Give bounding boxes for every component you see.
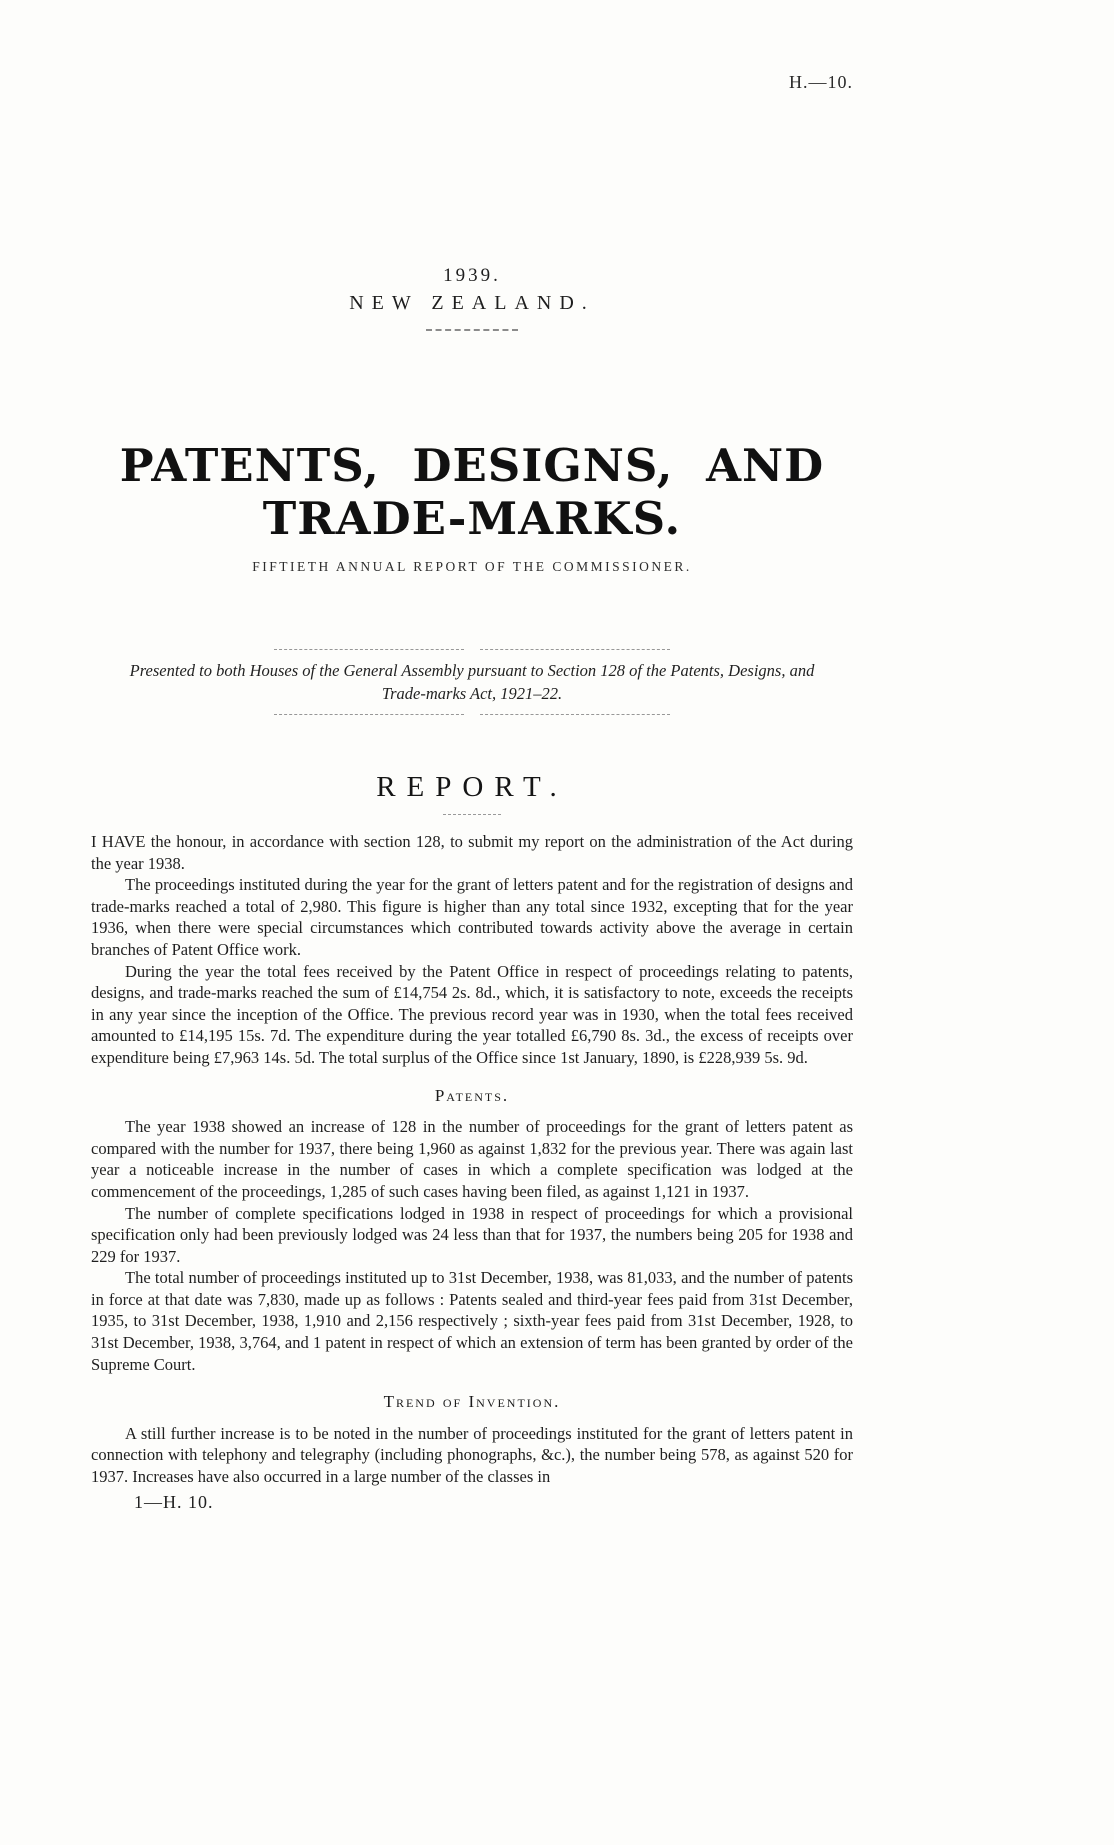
masthead: [91, 265, 853, 331]
report-paragraph: The proceedings instituted during the year for the grant of letters patent and for the registration of designs and trade-marks reached a total of 2,980. This figure is higher than any total since 1932, excepting that for the year 1936, when there were special circumstances which contributed towards activity above the average in certain branches of Patent Office work.: [91, 875, 853, 959]
section-paragraph: The number of complete specifications lodged in 1938 in respect of proceedings for which a provisional specification only had been previously lodged was 24 less than that for 1937, the numbers being 205 for 1938 and 229 for 1937.: [91, 1203, 853, 1266]
report-paragraph: During the year the total fees received by the Patent Office in respect of proceedings relating to patents, designs, and trade-marks reached the sum of £14,754 2s. 8d., which, it is satisfactory to note, exceeds the receipts in any year since the inception of the Office. The previous record year was in 1930, when the total fees received amounted to £14,195 15s. 7d. The expenditure during the year totalled £6,790 8s. 3d., the excess of receipts over expenditure being £7,963 14s. 5d. The total surplus of the Office since 1st January, 1890, is £228,939 5s. 9d.: [91, 961, 853, 1067]
document-subtitle: FIFTIETH ANNUAL REPORT OF THE COMMISSIONER.: [252, 559, 692, 574]
divider-rule-pair-bottom: [91, 714, 853, 715]
page-content: [91, 0, 853, 1488]
report-heading: REPORT.: [376, 771, 568, 803]
masthead-year: 1939.: [443, 265, 501, 286]
divider-rule-tiny: [443, 814, 501, 815]
divider-segment: [480, 649, 670, 650]
divider-segment: [274, 714, 464, 715]
section-paragraph: The year 1938 showed an increase of 128 in the number of proceedings for the grant of letters patent as compared with the number for 1937, there being 1,960 as against 1,832 for the previous year. There was again last year a noticeable increase in the number of cases in which a complete specification was lodged at the commencement of the proceedings, 1,285 of such cases having been filed, as against 1,121 in 1937.: [91, 1117, 853, 1201]
presented-statement: [91, 659, 853, 705]
section-heading-patents: Patents.: [434, 1085, 510, 1105]
document-title: PATENTS, DESIGNS, AND TRADE-MARKS.: [119, 439, 825, 545]
report-paragraph: I HAVE the honour, in accordance with section 128, to submit my report on the administration of the Act during the year 1938.: [91, 832, 853, 873]
document-reference: H.—10.: [789, 72, 853, 92]
divider-rule-small: [426, 329, 518, 331]
section-paragraph: The total number of proceedings instituted up to 31st December, 1938, was 81,033, and the number of patents in force at that date was 7,830, made up as follows : Patents sealed and third-year fees paid from 31st December, 1935, to 31st December, 1938, 1,910 and 2,156 respectively ; sixth-year fees paid from 31st December, 1928, to 31st December, 1938, 3,764, and 1 patent in respect of which an extension of term has been granted by order of the Supreme Court.: [91, 1268, 853, 1374]
divider-segment: [274, 649, 464, 650]
divider-segment: [480, 714, 670, 715]
section-paragraph: A still further increase is to be noted in the number of proceedings instituted for the grant of letters patent in connection with telephony and telegraphy (including phonographs, &c.), the number being 578, as against 520 for 1937. Increases have also occurred in a large number of the classes in: [91, 1423, 853, 1487]
page-footer-signature: 1—H. 10.: [134, 1492, 214, 1512]
report-body: [91, 831, 853, 1488]
presented-line-1: Presented to both Houses of the General Assembly pursuant to Section 128 of the Patents, Designs, and: [129, 661, 815, 680]
divider-rule-pair-top: [91, 649, 853, 650]
section-heading-trend-of-invention: Trend of Invention.: [383, 1392, 561, 1412]
masthead-country: NEW ZEALAND.: [349, 292, 595, 314]
presented-line-2: Trade-marks Act, 1921–22.: [381, 684, 563, 703]
